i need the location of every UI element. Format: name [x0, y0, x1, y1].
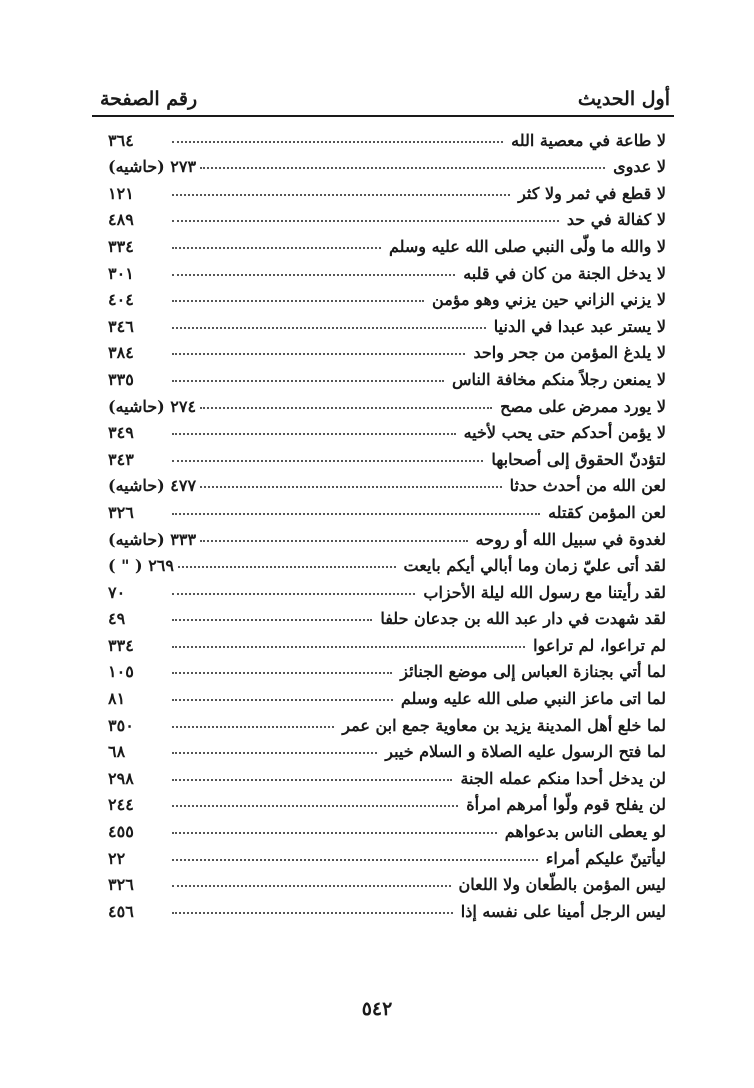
entry-hadith-text: لعن المؤمن كقتله: [548, 502, 666, 522]
entry-hadith-text: لقد أتى عليّ زمان وما أبالي أيكم بايعت: [403, 556, 666, 576]
entry-hadith-text: لما اتى ماعز النبي صلى الله عليه وسلم: [400, 689, 666, 709]
index-entry: [108, 203, 666, 230]
entry-page-ref: ٦٨: [108, 742, 126, 762]
page-number: ٥٤٢: [361, 998, 393, 1020]
entry-hadith-text: لغدوة في سبيل الله أو روحه: [475, 529, 666, 549]
entry-page-ref: ٤٥٦: [108, 901, 134, 921]
entry-hadith-text: لا كفالة في حد: [566, 210, 666, 230]
entry-page-ref: ٣٣٤: [108, 635, 134, 655]
entry-hadith-text: لقد شهدت في دار عبد الله بن جدعان حلفا: [380, 609, 666, 629]
entry-hadith-text: لا عدوى: [613, 157, 666, 177]
entry-hadith-text: لا والله ما ولّى النبي صلى الله عليه وسلم: [388, 236, 666, 256]
entry-page-ref: ٤٧٧ (حاشيه): [108, 476, 197, 496]
index-entry: [108, 389, 666, 416]
entry-hadith-text: ليس الرجل أمينا على نفسه إذا: [460, 901, 666, 921]
dot-leader: [172, 619, 372, 621]
index-entry: [108, 788, 666, 815]
index-entry: [108, 123, 666, 150]
entry-hadith-text: لا يزني الزاني حين يزني وهو مؤمن: [432, 290, 666, 310]
dot-leader: [172, 141, 503, 143]
index-entry: [108, 283, 666, 310]
entry-hadith-text: لعن الله من أحدث حدثا: [509, 476, 666, 496]
entry-page-ref: ٣٣٥: [108, 369, 134, 389]
entry-hadith-text: لما أتي بجنازة العباس إلى موضع الجنائز: [400, 662, 666, 682]
header-page-number-label: رقم الصفحة: [100, 88, 198, 110]
entry-page-ref: ٣٥٠: [108, 715, 134, 735]
index-entry: [108, 628, 666, 655]
header-rule: [92, 115, 674, 117]
entry-hadith-text: لا يمنعن رجلاً منكم مخافة الناس: [451, 369, 666, 389]
index-entry: [108, 256, 666, 283]
dot-leader: [172, 646, 525, 648]
entry-hadith-text: لا يورد ممرض على مصح: [500, 396, 666, 416]
entry-hadith-text: لن يدخل أحدا منكم عمله الجنة: [460, 768, 666, 788]
dot-leader: [178, 566, 396, 568]
index-entry: [108, 814, 666, 841]
dot-leader: [172, 194, 510, 196]
entry-page-ref: ٢٢: [108, 848, 126, 868]
dot-leader: [172, 513, 540, 515]
dot-leader: [172, 859, 538, 861]
entry-page-ref: ٣٠١: [108, 263, 134, 283]
index-entry: [108, 708, 666, 735]
index-entry: [108, 150, 666, 177]
dot-leader: [200, 167, 605, 169]
index-entry: [108, 336, 666, 363]
entry-hadith-text: لا يؤمن أحدكم حتى يحب لأخيه: [463, 423, 666, 443]
entry-page-ref: ٣٢٦: [108, 502, 134, 522]
entry-hadith-text: لن يفلح قوم ولّوا أمرهم امرأة: [466, 795, 666, 815]
entry-page-ref: ٣٨٤: [108, 343, 134, 363]
entry-page-ref: ٢٧٣ (حاشيه): [108, 157, 197, 177]
entry-page-ref: ٣٤٣: [108, 449, 134, 469]
dot-leader: [172, 805, 458, 807]
dot-leader: [172, 353, 465, 355]
entry-hadith-text: لم تراعوا، لم تراعوا: [533, 635, 666, 655]
dot-leader: [172, 832, 497, 834]
header-hadith-start-label: أول الحديث: [577, 88, 670, 110]
entry-page-ref: ٤٨٩: [108, 210, 134, 230]
entry-hadith-text: لقد رأيتنا مع رسول الله ليلة الأحزاب: [423, 582, 666, 602]
entry-hadith-text: لما خلع أهل المدينة يزيد بن معاوية جمع ابن عمر: [342, 715, 666, 735]
entry-page-ref: ٤٠٤: [108, 290, 134, 310]
dot-leader: [172, 433, 456, 435]
index-entry: [108, 735, 666, 762]
entry-page-ref: ٧٠: [108, 582, 126, 602]
dot-leader: [172, 779, 452, 781]
dot-leader: [172, 912, 453, 914]
index-header: [100, 80, 670, 110]
entry-page-ref: ٨١: [108, 689, 126, 709]
dot-leader: [172, 247, 381, 249]
index-entry: [108, 522, 666, 549]
index-entry: [108, 894, 666, 921]
entry-hadith-text: ليس المؤمن بالطّعان ولا اللعان: [458, 875, 666, 895]
entry-page-ref: ٤٩: [108, 609, 126, 629]
dot-leader: [172, 380, 444, 382]
dot-leader: [172, 672, 392, 674]
dot-leader: [172, 274, 455, 276]
dot-leader: [172, 220, 559, 222]
entry-page-ref: ٣٢٦: [108, 875, 134, 895]
entry-page-ref: ٣٣٣ (حاشيه): [108, 529, 197, 549]
entry-hadith-text: لا يدخل الجنة من كان في قلبه: [463, 263, 666, 283]
index-entry: [108, 442, 666, 469]
index-entry: [108, 176, 666, 203]
dot-leader: [200, 540, 468, 542]
entry-page-ref: ١٠٥: [108, 662, 134, 682]
index-entry: [108, 309, 666, 336]
index-entry: [108, 362, 666, 389]
entry-hadith-text: لتؤدنّ الحقوق إلى أصحابها: [491, 449, 666, 469]
index-entry: [108, 868, 666, 895]
entry-hadith-text: لا قطع في ثمر ولا كثر: [518, 183, 666, 203]
entry-page-ref: ٣٤٩: [108, 423, 134, 443]
entry-page-ref: ٤٥٥: [108, 822, 134, 842]
dot-leader: [200, 486, 502, 488]
index-entry: [108, 469, 666, 496]
index-entry: [108, 495, 666, 522]
entry-page-ref: ٢٧٤ (حاشيه): [108, 396, 197, 416]
entry-hadith-text: لا يلدغ المؤمن من جحر واحد: [473, 343, 666, 363]
index-entry: [108, 655, 666, 682]
entry-page-ref: ٣٤٦: [108, 316, 134, 336]
entry-hadith-text: لا يستر عبد عبدا في الدنيا: [493, 316, 666, 336]
index-entry: [108, 229, 666, 256]
index-entry: [108, 681, 666, 708]
dot-leader: [172, 752, 377, 754]
index-entry: [108, 761, 666, 788]
index-entries-list: [108, 123, 666, 921]
index-entry: [108, 416, 666, 443]
dot-leader: [172, 460, 483, 462]
entry-page-ref: ٣٣٤: [108, 236, 134, 256]
dot-leader: [172, 726, 334, 728]
dot-leader: [172, 327, 486, 329]
entry-hadith-text: ليأتينّ عليكم أمراء: [545, 848, 666, 868]
index-entry: [108, 575, 666, 602]
entry-hadith-text: لما فتح الرسول عليه الصلاة و السلام خيبر: [385, 742, 666, 762]
entry-hadith-text: لو يعطى الناس بدعواهم: [504, 822, 666, 842]
entry-page-ref: ٣٦٤: [108, 130, 134, 150]
dot-leader: [172, 699, 393, 701]
index-entry: [108, 549, 666, 576]
index-entry: [108, 841, 666, 868]
entry-hadith-text: لا طاعة في معصية الله: [511, 130, 666, 150]
entry-page-ref: ٢٩٨: [108, 768, 134, 788]
entry-page-ref: ١٢١: [108, 183, 134, 203]
entry-page-ref: ٢٦٩ ( " ): [108, 556, 174, 576]
dot-leader: [172, 300, 424, 302]
dot-leader: [200, 407, 492, 409]
dot-leader: [172, 593, 415, 595]
index-entry: [108, 602, 666, 629]
entry-page-ref: ٢٤٤: [108, 795, 134, 815]
dot-leader: [172, 885, 451, 887]
